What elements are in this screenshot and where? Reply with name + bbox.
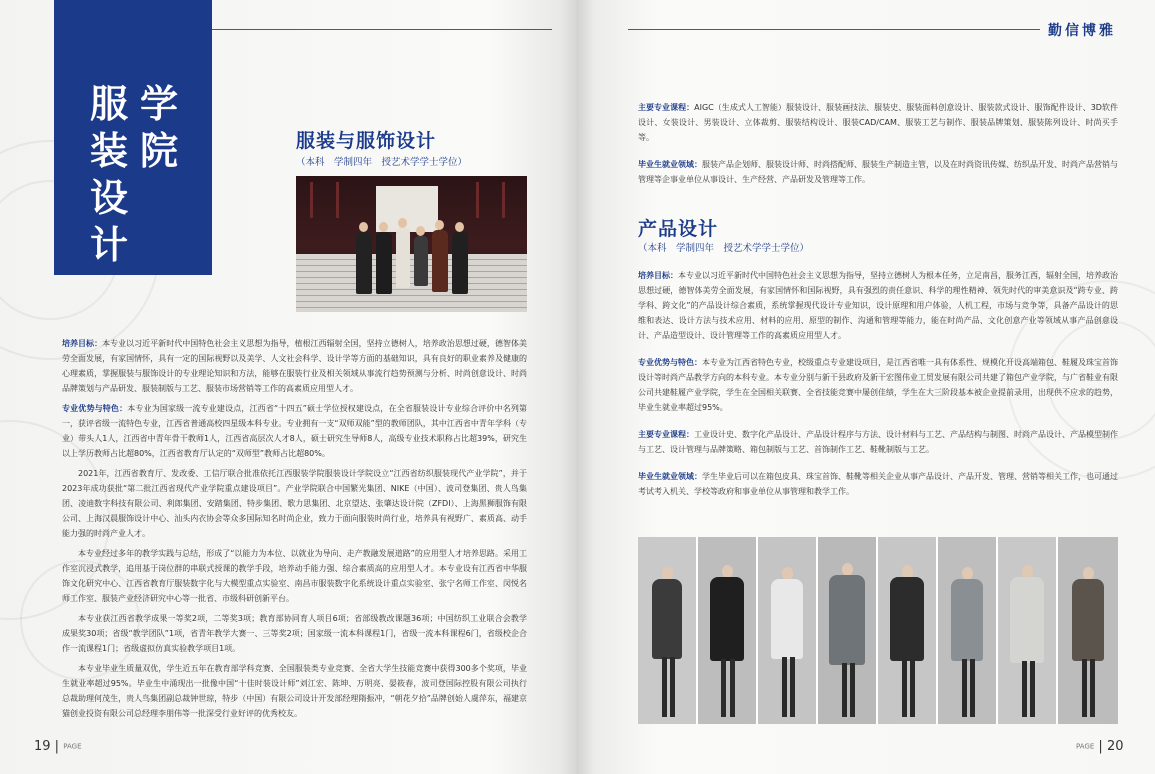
goal-text: 本专业以习近平新时代中国特色社会主义思想为指导，坚持立德树人为根本任务，立足南昌，服务江西，辐射全国，培养政治思想过硬，德智体美劳全面发展，有家国情怀和国际视野，具有强烈的责任意识、科学的理性精神、领先时代的审美意识及“跨专业、跨学科、跨文化”的产品设计综合素质，系统掌握现代设计专业知识，设计原理和用户体验，人机工程，市场与竞争等，具备产品设计的思维和表达、设计方法与技术应用、材料的应用、原型的制作、沟通和管理等能力，能在时尚产品、文化创意产业等领域从事产品创意设计、产品造型设计、设计管理等工作的高素质应用型人才。 xyxy=(638,271,1118,340)
major-subtitle: （本科 学制四年 授艺术学学士学位） xyxy=(296,157,468,168)
header-rule xyxy=(212,29,552,30)
courses-label: 主要专业课程： xyxy=(638,103,695,112)
advantage-text: 本专业为江西省特色专业，校级重点专业建设项目，是江西省唯一具有体系性、规模化开设高端箱包、鞋履及珠宝首饰设计等时尚产品教学方向的本科专业。本专业分别与新干县政府及新干宏图伟业工贸发展有限公司共建了箱包产业学院，与广省鞋业有限公司共建鞋履产业学院，学生在全国相关联赛、全省技能竞赛中屡创佳绩，学生在大三阶段基本被企业提前录用，出现供不应求的趋势，毕业生就业率超过95%。 xyxy=(638,358,1118,412)
right-section2-text xyxy=(638,268,1118,504)
fashion-runway-photo xyxy=(638,537,1118,724)
page-label: PAGE xyxy=(1076,742,1095,751)
industry-college-paragraph: 2021年，江西省教育厅、发改委、工信厅联合批准依托江西服装学院服装设计学院设立“江西省纺织服装现代产业学院”，并于2023年成功获批“第二批江西省现代产业学院重点建设项目”。产业学院联合中国繁光集团、NIKE（中国）、波司登集团、贵人鸟集团、凌迪数字科技有限公司、利郎集团、安踏集团、特步集团、歌力思集团、北京望达、张肇达设计院（ZFDI）、上海黑狮服饰有限公司、上海汉晨服饰设计中心、汕头内衣协会等众多国际知名时尚企业，致力于面向服装时尚行业，培养具有视野广、素质高、动手能力强的时尚产业人才。 xyxy=(62,469,527,538)
page-label: PAGE xyxy=(63,742,82,751)
teaching-paragraph: 本专业经过多年的教学实践与总结，形成了“以能力为本位、以就业为导向、走产教融发展道路”的应用型人才培养思路。采用工作室沉浸式教学，追用基于岗位群的串联式授课的教学手段，培养动手能力强、综合素质高的应用型人才。本专业设有江西省中华服饰文化研究中心、江西省教育厅服装数字化与大模型重点实验室、南昌市服装数字化系统设计重点实验室、张宁名师工作室、闵悦名师工作室、服装产业经济研究中心等一批省、市级科研创新平台。 xyxy=(62,549,527,603)
school-motto: 勤信博雅 xyxy=(1048,23,1116,39)
goal-label: 培养目标： xyxy=(62,339,103,348)
employment-text: 学生毕业后可以在箱包皮具、珠宝首饰、鞋靴等相关企业从事产品设计、产品开发、管理、营销等相关工作，也可通过考试考入机关、学校等政府和事业单位从事管理和教学工作。 xyxy=(638,472,1118,496)
page-number-right: PAGE | 20 xyxy=(1076,739,1124,754)
courses-text: 工业设计史、数字化产品设计、产品设计程序与方法、设计材料与工艺、产品结构与制图、时尚产品设计、产品模型制作与工艺、设计管理与品牌策略、箱包制版与工艺、首饰制作工艺、鞋靴制版与工艺。 xyxy=(638,430,1118,454)
page-number-value: 19 xyxy=(34,739,51,754)
major2-title: 产品设计 xyxy=(638,218,719,240)
major2-subtitle: （本科 学制四年 授艺术学学士学位） xyxy=(638,243,810,254)
advantage-label: 专业优势与特色： xyxy=(62,404,128,413)
left-body-text xyxy=(62,336,527,726)
header-rule xyxy=(628,29,1040,30)
major-title: 服装与服饰设计 xyxy=(296,130,437,152)
alumni-paragraph: 本专业毕业生质量双优，学生近五年在教育部学科竞赛、全国服装类专业竞赛、全省大学生技能竞赛中获得300多个奖项，毕业生就业率超过95%。毕业生中涌现出一批像中国“十佳时装设计师”刘江宏、陈坤、万明亮、晏筱春，波司登国际控股有限公司执行总裁助理何茂生，贵人鸟集团副总裁钟世琼，特步（中国）有限公司设计开发部经理隋振冲，“朝花夕拾”品牌创始人虞萍东，福建京猫创业投资有限公司总经理李朋伟等一批深受行业好评的优秀校友。 xyxy=(62,664,527,718)
achievements-paragraph: 本专业获江西省教学成果一等奖2项，二等奖3项；教育部协同育人项目6项；省部级教改课题36项；中国纺织工业联合会教学成果奖30项；省级“教学团队”1项，省青年教学大赛一、三等奖2项；国家级一流本科课程1门，省级一流本科课程6门，省级校企合作一流课程1门；省级虚拟仿真实验教学项目1项。 xyxy=(62,614,527,653)
employment-label: 毕业生就业领域： xyxy=(638,160,702,169)
goal-label: 培养目标： xyxy=(638,271,678,280)
award-ceremony-photo xyxy=(296,176,527,312)
page-number-left: 19 | PAGE xyxy=(34,739,82,754)
goal-text: 本专业以习近平新时代中国特色社会主义思想为指导，植根江西辐射全国，坚持立德树人，培养政治思想过硬，德智体美劳全面发展，有家国情怀，具有一定的国际视野以及美学、人文社会科学、设计学等方面的基础知识，具有良好的职业素养及健康的心理素质，掌握服装与服饰设计的专业理论知识和方法，能够在服装行业及相关领域从事流行趋势预测与分析、时尚创意设计、时尚品牌策划与产品研发、服装制版与工艺、服装市场营销等工作的高素质应用型人才。 xyxy=(62,339,528,393)
page-number-value: 20 xyxy=(1106,739,1124,754)
right-section1-text xyxy=(638,100,1118,192)
school-name-col2: 学院 xyxy=(139,81,178,173)
advantage-label: 专业优势与特色： xyxy=(638,358,702,367)
advantage-text: 本专业为国家级一流专业建设点，江西省“十四五”硕士学位授权建设点，在全省服装设计专业综合评价中名列第一，获评省级一流特色专业，江西省普通高校四星级本科专业。专业拥有一支“双师双能”型的教师团队，其中江西省中青年学科（专业）带头人1人，江西省中青年骨干教师1人，江西省高层次人才8人，硕士研究生导师8人，高级专业技术职称占比超39%，研究生以上学历教师占比超80%，江西省教育厅认定的“双师型”教师占比超80%。 xyxy=(62,404,527,458)
courses-label: 主要专业课程： xyxy=(638,430,694,439)
courses-text: AIGC（生成式人工智能）服装设计、服装画技法、服装史、服装面料创意设计、服装款式设计、服饰配件设计、3D软件设计、女装设计、男装设计、立体裁剪、服装结构设计、服装CAD/CAM、服装工艺与制作、服装品牌策划、服装陈列设计、时尚买手等。 xyxy=(638,103,1118,142)
left-page xyxy=(0,0,577,774)
school-name-banner xyxy=(54,0,212,275)
employment-label: 毕业生就业领域： xyxy=(638,472,702,481)
school-name-col1: 服装设计 xyxy=(89,81,128,267)
employment-text: 服装产品企划师、服装设计师、时尚搭配师、服装生产制造主管，以及在时尚资讯传媒、纺织品开发、时尚产品营销与管理等企事业单位从事设计、生产经营、产品研发及管理等工作。 xyxy=(638,160,1118,184)
